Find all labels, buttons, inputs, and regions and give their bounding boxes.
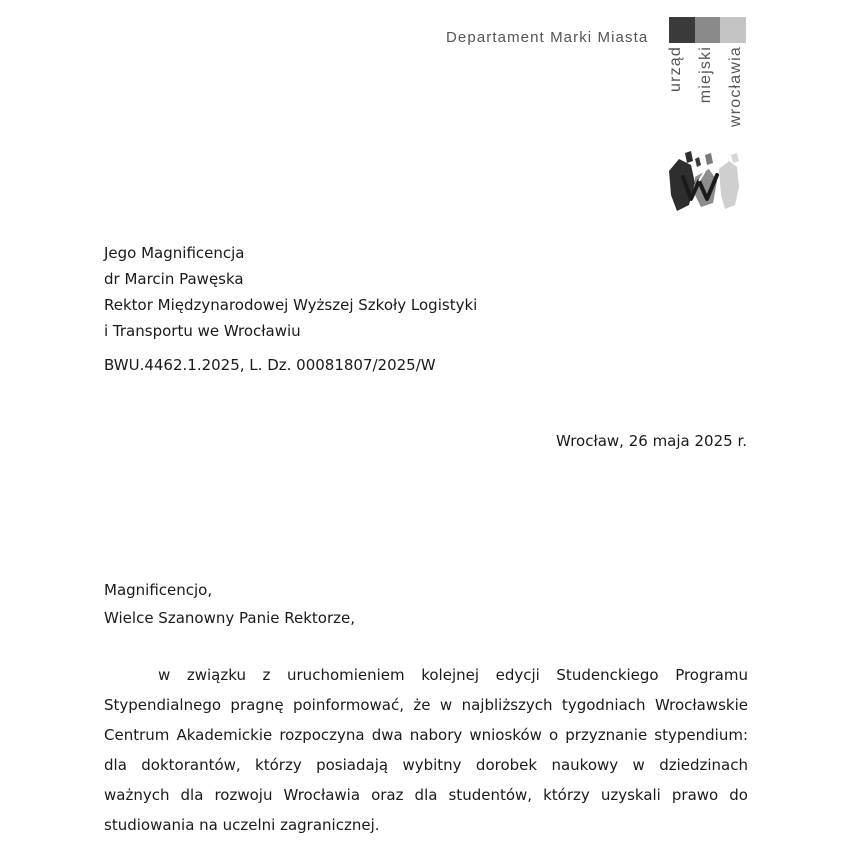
addressee-position: Rektor Międzynarodowej Wyższej Szkoły Logistyki: [104, 296, 478, 314]
office-name-line-3: wrocławia: [727, 46, 744, 128]
letterhead-color-bar: [669, 17, 746, 43]
body-line: studiowania na uczelni zagranicznej.: [104, 816, 380, 834]
body-line: Centrum Akademickie rozpoczyna dwa nabory wniosków o przyznanie stypendium:: [104, 726, 748, 744]
salutation-line-2: Wielce Szanowny Panie Rektorze,: [104, 609, 355, 627]
letter-body-paragraph: [104, 660, 748, 840]
addressee-institution: i Transportu we Wrocławiu: [104, 322, 301, 340]
color-block-dark: [669, 17, 695, 43]
salutation-line-1: Magnificencjo,: [104, 581, 213, 599]
body-line: w związku z uruchomieniem kolejnej edycji Studenckiego Programu: [158, 666, 748, 684]
addressee-title: Jego Magnificencja: [104, 244, 245, 262]
department-name: Departament Marki Miasta: [446, 29, 649, 46]
addressee-name: dr Marcin Pawęska: [104, 270, 244, 288]
office-name-line-1: urząd: [667, 46, 684, 93]
body-line: Stypendialnego pragnę poinformować, że w najbliższych tygodniach Wrocławskie: [104, 696, 748, 714]
reference-number: BWU.4462.1.2025, L. Dz. 00081807/2025/W: [104, 356, 436, 374]
color-block-mid: [695, 17, 721, 43]
body-line: ważnych dla rozwoju Wrocławia oraz dla studentów, którzy uzyskali prawo do: [104, 786, 748, 804]
body-line: dla doktorantów, którzy posiadają wybitny dorobek naukowy w dziedzinach: [104, 756, 748, 774]
place-date: Wrocław, 26 maja 2025 r.: [556, 432, 747, 450]
office-name-line-2: miejski: [697, 46, 714, 104]
city-logo-icon: [665, 147, 747, 215]
color-block-light: [720, 17, 746, 43]
